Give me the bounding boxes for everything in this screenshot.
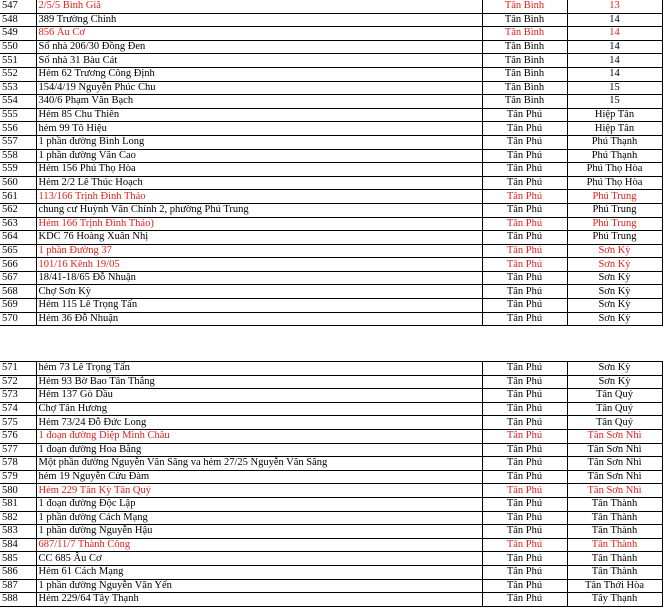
- table-row: [0, 217, 662, 231]
- ward-cell: Sơn Kỳ: [567, 285, 662, 299]
- row-number: 575: [0, 416, 36, 430]
- table-row: [0, 149, 662, 163]
- ward-cell: Phú Trung: [567, 190, 662, 204]
- district-cell: Tân Phú: [482, 122, 567, 136]
- row-number: 585: [0, 552, 36, 566]
- table-row: [0, 416, 662, 430]
- table-row: [0, 54, 662, 68]
- table-row: [0, 497, 662, 511]
- row-number: 582: [0, 511, 36, 525]
- table-row: [0, 244, 662, 258]
- row-number: 573: [0, 389, 36, 403]
- row-number: 586: [0, 565, 36, 579]
- address-cell: Hẻm 36 Đỗ Nhuận: [36, 312, 482, 326]
- ward-cell: 14: [567, 67, 662, 81]
- district-cell: Tân Phú: [482, 470, 567, 484]
- table-body-bottom: [0, 362, 662, 607]
- row-number: 556: [0, 122, 36, 136]
- address-cell: 154/4/19 Nguyễn Phúc Chu: [36, 81, 482, 95]
- ward-cell: Sơn Kỳ: [567, 375, 662, 389]
- table-row: [0, 552, 662, 566]
- ward-cell: Phú Trung: [567, 203, 662, 217]
- address-cell: 1 phần đường Bình Long: [36, 135, 482, 149]
- table-row: [0, 135, 662, 149]
- district-cell: Tân Bình: [482, 0, 567, 13]
- address-cell: Hẻm 62 Trương Công Định: [36, 67, 482, 81]
- address-cell: 389 Trường Chinh: [36, 13, 482, 27]
- address-cell: Hẻm 229/64 Tây Thạnh: [36, 593, 482, 607]
- ward-cell: 14: [567, 54, 662, 68]
- ward-cell: Tân Thành: [567, 565, 662, 579]
- row-number: 552: [0, 67, 36, 81]
- row-number: 578: [0, 457, 36, 471]
- address-cell: Hẻm 229 Tân Kỳ Tân Quý: [36, 484, 482, 498]
- table-row: [0, 484, 662, 498]
- ward-cell: Tân Sơn Nhì: [567, 470, 662, 484]
- ward-cell: Tân Thành: [567, 552, 662, 566]
- district-cell: Tân Bình: [482, 95, 567, 109]
- ward-cell: Sơn Kỳ: [567, 362, 662, 376]
- district-cell: Tân Bình: [482, 13, 567, 27]
- row-number: 548: [0, 13, 36, 27]
- ward-cell: Tân Thành: [567, 511, 662, 525]
- district-cell: Tân Phú: [482, 552, 567, 566]
- table-row: [0, 176, 662, 190]
- ward-cell: Phú Trung: [567, 217, 662, 231]
- table-row: [0, 375, 662, 389]
- table-row: [0, 362, 662, 376]
- row-number: 564: [0, 231, 36, 245]
- district-cell: Tân Phú: [482, 362, 567, 376]
- district-cell: Tân Phú: [482, 299, 567, 313]
- table-row: [0, 538, 662, 552]
- district-cell: Tân Phú: [482, 402, 567, 416]
- row-number: 555: [0, 108, 36, 122]
- table-row: [0, 565, 662, 579]
- ward-cell: 13: [567, 0, 662, 13]
- district-cell: Tân Phú: [482, 108, 567, 122]
- table-row: [0, 122, 662, 136]
- table-row: [0, 429, 662, 443]
- address-cell: CC 685 Âu Cơ: [36, 552, 482, 566]
- ward-cell: Tân Sơn Nhì: [567, 484, 662, 498]
- table-row: [0, 81, 662, 95]
- address-cell: Hẻm 93 Bờ Bao Tân Thắng: [36, 375, 482, 389]
- row-number: 569: [0, 299, 36, 313]
- row-number: 588: [0, 593, 36, 607]
- table-row: [0, 271, 662, 285]
- district-cell: Tân Phú: [482, 565, 567, 579]
- district-cell: Tân Phú: [482, 244, 567, 258]
- ward-cell: Tân Sơn Nhì: [567, 429, 662, 443]
- address-cell: 340/6 Phạm Văn Bạch: [36, 95, 482, 109]
- address-cell: 101/16 Kênh 19/05: [36, 258, 482, 272]
- ward-cell: Tân Thành: [567, 525, 662, 539]
- table-row: [0, 163, 662, 177]
- district-cell: Tân Bình: [482, 40, 567, 54]
- ward-cell: Tân Quý: [567, 402, 662, 416]
- district-cell: Tân Phú: [482, 389, 567, 403]
- table-row: [0, 593, 662, 607]
- table-row: [0, 443, 662, 457]
- table-row: [0, 299, 662, 313]
- row-number: 574: [0, 402, 36, 416]
- table-row: [0, 285, 662, 299]
- address-cell: Hẻm 156 Phú Thọ Hòa: [36, 163, 482, 177]
- row-number: 584: [0, 538, 36, 552]
- table-row: [0, 457, 662, 471]
- address-cell: hẻm 19 Nguyễn Cửu Đàm: [36, 470, 482, 484]
- row-number: 550: [0, 40, 36, 54]
- table-row: [0, 525, 662, 539]
- ward-cell: Phú Thọ Hòa: [567, 163, 662, 177]
- row-number: 553: [0, 81, 36, 95]
- address-cell: Chợ Tân Hương: [36, 402, 482, 416]
- district-cell: Tân Phú: [482, 217, 567, 231]
- district-cell: Tân Phú: [482, 593, 567, 607]
- district-cell: Tân Phú: [482, 258, 567, 272]
- row-number: 579: [0, 470, 36, 484]
- district-cell: Tân Phú: [482, 203, 567, 217]
- ward-cell: Tân Thành: [567, 497, 662, 511]
- row-number: 547: [0, 0, 36, 13]
- address-cell: Hẻm 61 Cách Mạng: [36, 565, 482, 579]
- row-number: 576: [0, 429, 36, 443]
- table-row: [0, 40, 662, 54]
- row-number: 565: [0, 244, 36, 258]
- address-cell: hẻm 73 Lê Trọng Tấn: [36, 362, 482, 376]
- district-cell: Tân Phú: [482, 149, 567, 163]
- district-cell: Tân Phú: [482, 416, 567, 430]
- row-number: 566: [0, 258, 36, 272]
- address-cell: 1 phần đường Văn Cao: [36, 149, 482, 163]
- address-cell: 687/11/7 Thành Công: [36, 538, 482, 552]
- ward-cell: Tân Thới Hòa: [567, 579, 662, 593]
- ward-cell: Sơn Kỳ: [567, 244, 662, 258]
- address-cell: Hẻm 85 Chu Thiên: [36, 108, 482, 122]
- ward-cell: Sơn Kỳ: [567, 299, 662, 313]
- address-cell: Hẻm 2/2 Lê Thúc Hoạch: [36, 176, 482, 190]
- ward-cell: Tân Quý: [567, 416, 662, 430]
- row-number: 554: [0, 95, 36, 109]
- address-cell: Hẻm 73/24 Đỗ Đức Long: [36, 416, 482, 430]
- ward-cell: Hiệp Tân: [567, 108, 662, 122]
- table-row: [0, 27, 662, 41]
- address-cell: Hẻm 115 Lê Trọng Tấn: [36, 299, 482, 313]
- ward-cell: Tân Sơn Nhì: [567, 443, 662, 457]
- district-cell: Tân Phú: [482, 457, 567, 471]
- district-cell: Tân Phú: [482, 484, 567, 498]
- address-cell: Hẻm 137 Gò Dầu: [36, 389, 482, 403]
- address-cell: 1 phần đường Cách Mạng: [36, 511, 482, 525]
- address-cell: 856 Âu Cơ: [36, 27, 482, 41]
- row-number: 583: [0, 525, 36, 539]
- address-cell: Một phần đường Nguyễn Văn Săng va hẻm 27/25 Nguyễn Văn Săng: [36, 457, 482, 471]
- table-row: [0, 190, 662, 204]
- ward-cell: Phú Thạnh: [567, 135, 662, 149]
- row-number: 570: [0, 312, 36, 326]
- table-row: [0, 203, 662, 217]
- ward-cell: Phú Trung: [567, 231, 662, 245]
- row-number: 567: [0, 271, 36, 285]
- table-row: [0, 402, 662, 416]
- ward-cell: 15: [567, 95, 662, 109]
- address-cell: 1 phần đường Nguyễn Văn Yến: [36, 579, 482, 593]
- district-cell: Tân Phú: [482, 163, 567, 177]
- ward-cell: Tân Thành: [567, 538, 662, 552]
- district-cell: Tân Phú: [482, 271, 567, 285]
- ward-cell: Sơn Kỳ: [567, 271, 662, 285]
- district-cell: Tân Phú: [482, 312, 567, 326]
- address-table-bottom: [0, 361, 663, 607]
- row-number: 581: [0, 497, 36, 511]
- ward-cell: 14: [567, 40, 662, 54]
- district-cell: Tân Phú: [482, 231, 567, 245]
- table-row: [0, 95, 662, 109]
- district-cell: Tân Phú: [482, 176, 567, 190]
- district-cell: Tân Phú: [482, 538, 567, 552]
- row-number: 557: [0, 135, 36, 149]
- ward-cell: Hiệp Tân: [567, 122, 662, 136]
- address-cell: 2/5/5 Bình Giã: [36, 0, 482, 13]
- address-cell: Số nhà 31 Bàu Cát: [36, 54, 482, 68]
- ward-cell: Tân Sơn Nhì: [567, 457, 662, 471]
- address-cell: KDC 76 Hoàng Xuân Nhị: [36, 231, 482, 245]
- address-cell: 18/41-18/65 Đỗ Nhuận: [36, 271, 482, 285]
- ward-cell: Tây Thạnh: [567, 593, 662, 607]
- row-number: 563: [0, 217, 36, 231]
- district-cell: Tân Bình: [482, 67, 567, 81]
- district-cell: Tân Phú: [482, 511, 567, 525]
- row-number: 571: [0, 362, 36, 376]
- address-cell: 1 đoạn đường Hoa Bằng: [36, 443, 482, 457]
- address-cell: 1 phần đường Nguyễn Hậu: [36, 525, 482, 539]
- row-number: 549: [0, 27, 36, 41]
- row-number: 587: [0, 579, 36, 593]
- row-number: 568: [0, 285, 36, 299]
- address-cell: Hẻm 166 Trịnh Đình Thảo): [36, 217, 482, 231]
- row-number: 562: [0, 203, 36, 217]
- district-cell: Tân Bình: [482, 27, 567, 41]
- table-row: [0, 470, 662, 484]
- table-row: [0, 67, 662, 81]
- table-row: [0, 312, 662, 326]
- address-cell: 1 phần Đường 37: [36, 244, 482, 258]
- district-cell: Tân Phú: [482, 429, 567, 443]
- table-row: [0, 389, 662, 403]
- row-number: 577: [0, 443, 36, 457]
- row-number: 561: [0, 190, 36, 204]
- row-number: 551: [0, 54, 36, 68]
- ward-cell: Phú Thọ Hòa: [567, 176, 662, 190]
- district-cell: Tân Phú: [482, 497, 567, 511]
- district-cell: Tân Phú: [482, 135, 567, 149]
- district-cell: Tân Bình: [482, 54, 567, 68]
- address-cell: Số nhà 206/30 Đồng Đen: [36, 40, 482, 54]
- table-row: [0, 108, 662, 122]
- row-number: 580: [0, 484, 36, 498]
- district-cell: Tân Phú: [482, 525, 567, 539]
- district-cell: Tân Phú: [482, 190, 567, 204]
- table-row: [0, 231, 662, 245]
- address-cell: chung cư Huỳnh Văn Chính 2, phường Phú Trung: [36, 203, 482, 217]
- row-number: 558: [0, 149, 36, 163]
- district-cell: Tân Phú: [482, 285, 567, 299]
- ward-cell: Sơn Kỳ: [567, 258, 662, 272]
- ward-cell: 15: [567, 81, 662, 95]
- table-row: [0, 579, 662, 593]
- address-cell: hẻm 99 Tô Hiệu: [36, 122, 482, 136]
- district-cell: Tân Phú: [482, 443, 567, 457]
- row-number: 572: [0, 375, 36, 389]
- table-row: [0, 258, 662, 272]
- district-cell: Tân Phú: [482, 375, 567, 389]
- table-row: [0, 511, 662, 525]
- row-number: 559: [0, 163, 36, 177]
- ward-cell: Sơn Kỳ: [567, 312, 662, 326]
- address-cell: 1 đoạn đường Độc Lập: [36, 497, 482, 511]
- address-cell: 1 đoạn đường Diệp Minh Châu: [36, 429, 482, 443]
- table-row: [0, 13, 662, 27]
- address-cell: 113/166 Trịnh Đình Thảo: [36, 190, 482, 204]
- district-cell: Tân Phú: [482, 579, 567, 593]
- row-number: 560: [0, 176, 36, 190]
- district-cell: Tân Bình: [482, 81, 567, 95]
- ward-cell: Phú Thạnh: [567, 149, 662, 163]
- address-cell: Chợ Sơn Kỳ: [36, 285, 482, 299]
- ward-cell: 14: [567, 27, 662, 41]
- ward-cell: 14: [567, 13, 662, 27]
- ward-cell: Tân Quý: [567, 389, 662, 403]
- table-row: [0, 0, 662, 13]
